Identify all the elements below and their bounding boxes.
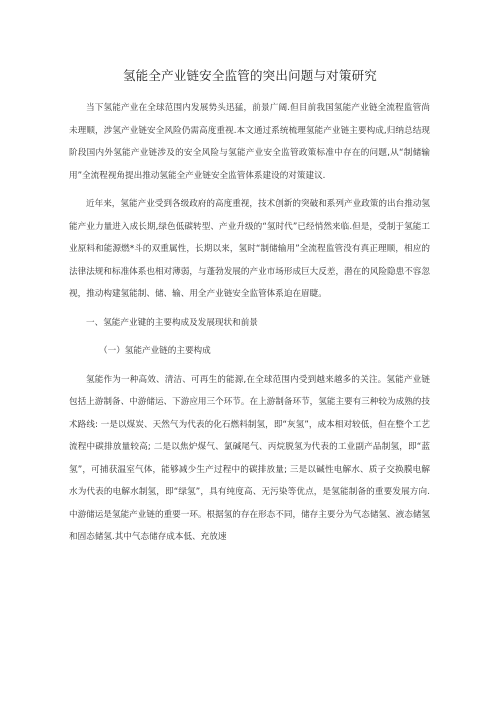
subsection-heading: （一）氢能产业链的主要构成	[99, 346, 211, 356]
body-paragraph: 氢能作为一种高效、清洁、可再生的能源,在全球范围内受到越来越多的关注。氢能产业链包括上游制备、中游储运、下游应用三个环节。在上游制备环节，氢能主要有三种较为成熟的技术路线: 一是以煤炭、天然气为代表的化石燃料制氢，即“灰氢”，成本相对较低，但在整个工艺流程中碳排放量较高; 二是以焦炉煤气、氯碱尾气、丙烷脱氢为代表的工业副产品制氢，即“蓝氢”，可捕获温室气体，能够减少生产过程中的碳排放量; 三是以碱性电解水、质子交换膜电解水为代表的电解水制氢，即“绿氢”，具有纯度高、无污染等优点，是氢能制备的重要发展方向.中游储运是氢能产业链的重要一环。根据氢的存在形态不同，储存主要分为气态储氢、液态储氢和固态储氢.其中气态储存成本低、充放速	[69, 374, 430, 542]
document-title: 氢能全产业链安全监管的突出问题与对策研究	[122, 68, 377, 83]
intro-paragraph: 近年来，氢能产业受到各级政府的高度重视，技术创新的突破和系列产业政策的出台推动氢能产业力量进入成长期,绿色低碳转型、产业升级的“氢时代”已经悄然来临.但是，受制于氢能工业原料和能源燃*斗的双重属性，长期以来，氢时“制储输用”全流程监管没有真正理顺，相应的法律法规和标准体系也相对薄弱，与蓬勃发展的产业市场形成巨大反差，潜在的风险隐患不容忽视，推动构建氢能制、储、输、用全产业链安全监管体系迫在眉睫。	[69, 199, 430, 299]
abstract-paragraph: 当下氢能产业在全球范围内发展势头迅猛，前景广阔.但目前我国氢能产业链全流程监管尚未理顺，涉氢产业链安全风险仍需高度重视.本文通过系统梳理氢能产业链主要构成,归纳总结现阶段国内外氢能产业链涉及的安全风险与氢能产业安全监管政策标准中存在的问题,从“制储输用”全流程视角提出推动氢能全产业链安全监管体系建设的对策建议.	[69, 103, 430, 181]
document-body	[69, 97, 430, 549]
section-heading: 一、氢能产业键的主要构成及发展现状和前景	[86, 317, 258, 328]
